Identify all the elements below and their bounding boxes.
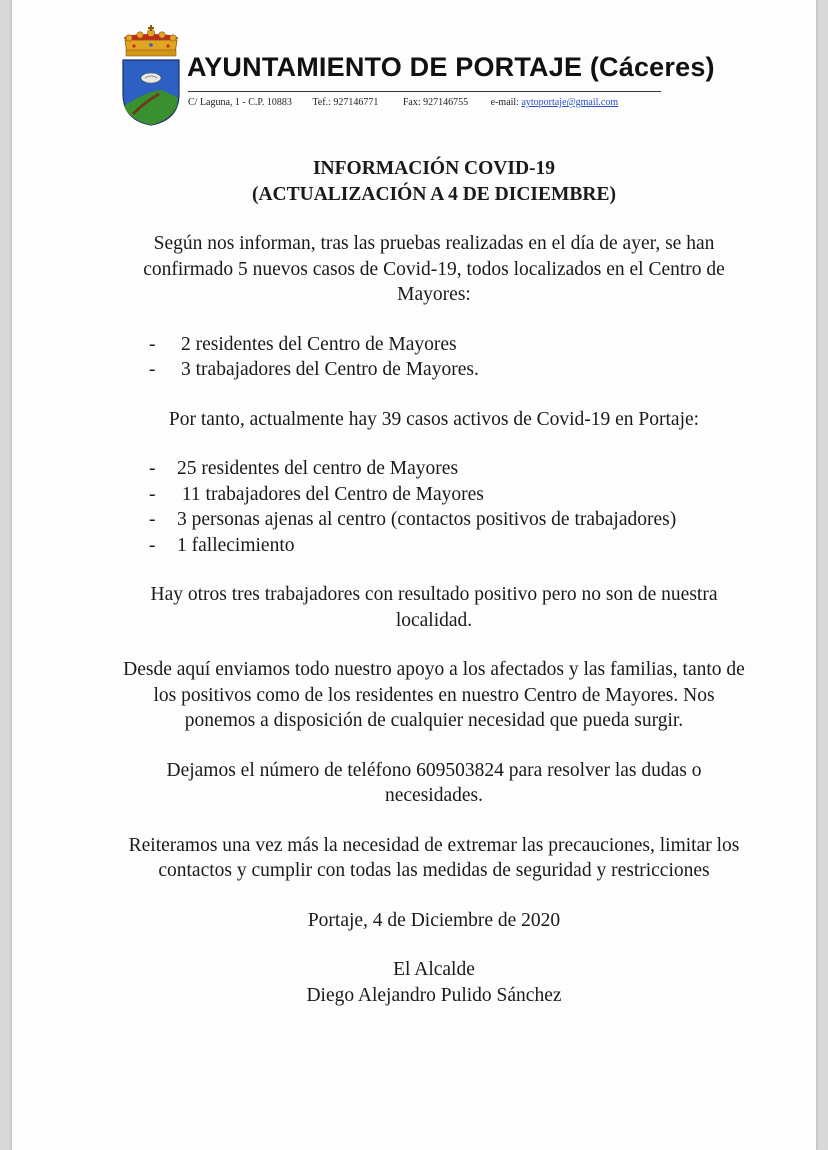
- list-item: - 3 personas ajenas al centro (contactos positivos de trabajadores): [149, 507, 746, 533]
- list-item: - 25 residentes del centro de Mayores: [149, 456, 746, 482]
- list-item: - 2 residentes del Centro de Mayores: [149, 332, 746, 358]
- document-body: [122, 156, 746, 1008]
- email-link[interactable]: aytoportaje@gmail.com: [521, 97, 619, 108]
- title-line-2: (ACTUALIZACIÓN A 4 DE DICIEMBRE): [251, 183, 617, 205]
- header-divider: [188, 91, 661, 92]
- signer-name: Diego Alejandro Pulido Sánchez: [306, 984, 562, 1006]
- active-cases-list: [122, 456, 746, 558]
- organization-title: AYUNTAMIENTO DE PORTAJE (Cáceres): [187, 52, 715, 82]
- list-item: - 11 trabajadores del Centro de Mayores: [149, 482, 746, 508]
- email-label: e-mail:: [490, 97, 519, 108]
- summary-paragraph: Por tanto, actualmente hay 39 casos activos de Covid-19 en Portaje:: [168, 408, 700, 430]
- other-workers-paragraph: Hay otros tres trabajadores con resultado positivo pero no son de nuestra localidad.: [150, 584, 718, 631]
- list-item: - 1 fallecimiento: [149, 533, 746, 559]
- contact-line: [188, 97, 688, 108]
- intro-paragraph: Según nos informan, tras las pruebas realizadas en el día de ayer, se han confirmado 5 nuevos casos de Covid-19, todos localizados en el Centro de Mayores:: [143, 233, 725, 305]
- title-line-1: INFORMACIÓN COVID-19: [312, 158, 556, 179]
- list-item: - 3 trabajadores del Centro de Mayores.: [149, 357, 746, 383]
- document-page: [12, 0, 816, 1150]
- precautions-paragraph: Reiteramos una vez más la necesidad de extremar las precauciones, limitar los contactos y cumplir con todas las medidas de seguridad y restricciones: [128, 834, 740, 881]
- signer-title: El Alcalde: [393, 959, 475, 980]
- new-cases-list: [122, 332, 746, 383]
- support-paragraph: Desde aquí enviamos todo nuestro apoyo a los afectados y las familias, tanto de los positivos como de los residentes en nuestro Centro de Mayores. Nos ponemos a disposición de cualquier necesidad que pueda surgir.: [123, 659, 745, 731]
- document-title: [122, 156, 746, 207]
- place-date: Portaje, 4 de Diciembre de 2020: [307, 909, 561, 931]
- address: C/ Laguna, 1 - C.P. 10883: [188, 97, 292, 108]
- phone-number: Tef.: 927146771: [312, 97, 379, 108]
- fax-number: Fax: 927146755: [402, 97, 469, 108]
- coat-of-arms-icon: [119, 24, 183, 128]
- phone-note-paragraph: Dejamos el número de teléfono 609503824 para resolver las dudas o necesidades.: [166, 759, 702, 806]
